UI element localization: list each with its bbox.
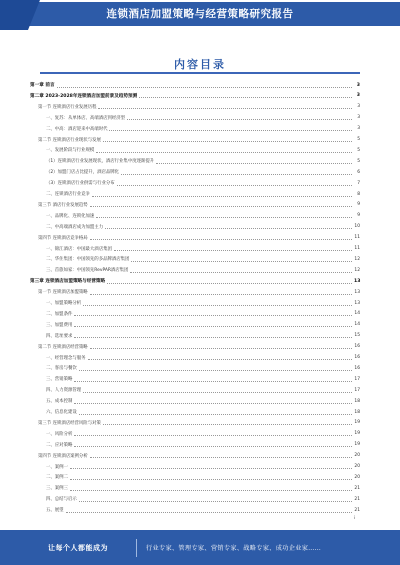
page-number-marker: i — [354, 515, 356, 520]
toc-entry[interactable] — [46, 363, 360, 373]
toc-entry[interactable] — [46, 113, 360, 123]
toc-entry-page: 16 — [354, 355, 360, 360]
toc-entry-page: 3 — [356, 82, 360, 88]
toc-entry-text: 一、发展阶段与行业规模 — [46, 148, 95, 154]
toc-leader-dots — [79, 366, 352, 371]
footer-divider — [136, 539, 137, 557]
toc-leader-dots — [117, 181, 352, 186]
toc-entry-text: 一、案例一 — [46, 464, 68, 470]
toc-leader-dots — [131, 257, 352, 262]
toc-leader-dots — [83, 388, 352, 393]
toc-leader-dots — [103, 420, 352, 425]
toc-entry[interactable] — [46, 320, 360, 330]
toc-entry-page: 5 — [357, 147, 360, 153]
toc-entry-text: 二、连锁酒店行业竞争 — [46, 192, 90, 197]
toc-entry-page: 19 — [354, 420, 360, 426]
toc-entry-text: 六、信息化建设 — [46, 410, 77, 415]
toc-entry-page: 21 — [354, 485, 360, 491]
toc-entry-text: 第三章 连锁酒店加盟策略与经营策略 — [30, 279, 106, 285]
toc-entry-page: 11 — [354, 246, 360, 251]
footer-slogan: 让每个人都能成为 — [48, 544, 108, 552]
toc-leader-dots — [90, 202, 352, 207]
toc-entry-page: 19 — [354, 431, 360, 437]
toc-entry-page: 21 — [354, 507, 360, 513]
toc-entry[interactable] — [46, 211, 360, 221]
toc-entry-text: 一、锦江酒店：中国最大酒店集团 — [46, 246, 112, 252]
toc-leader-dots — [74, 442, 352, 447]
toc-leader-dots — [90, 453, 352, 458]
toc-leader-dots — [74, 322, 352, 327]
toc-entry[interactable] — [46, 156, 360, 166]
toc-entry[interactable] — [38, 200, 360, 210]
toc-entry-page: 21 — [354, 496, 360, 502]
toc-entry-text: （2）加盟门店占比提升，酒店品牌化 — [46, 170, 120, 176]
toc-entry-text: 五、展望 — [46, 508, 64, 514]
toc-entry-text: 四、总结与启示 — [46, 497, 77, 503]
toc-entry-text: 第二节 连锁酒店行业现状与发展 — [38, 137, 101, 143]
toc-leader-dots — [83, 301, 352, 306]
toc-entry-text: 第二章 2023-2028年连锁酒店加盟前景及趋势预测 — [30, 93, 138, 99]
toc-leader-dots — [70, 475, 352, 480]
toc-leader-dots — [127, 115, 352, 120]
toc-entry-text: 二、华住集团：中国领先的多品牌酒店集团 — [46, 257, 130, 263]
toc-entry[interactable] — [46, 440, 360, 450]
toc-leader-dots — [156, 159, 352, 164]
toc-entry[interactable] — [46, 254, 360, 264]
toc-entry-text: 第三节 连锁酒店经营风险与对策 — [38, 420, 101, 426]
toc-entry-text: 二、中高：酒店迎来中高端时代 — [46, 126, 108, 132]
toc-entry-text: 二、客房与餐饮 — [46, 366, 77, 372]
toc-leader-dots — [139, 93, 352, 98]
toc-entry[interactable] — [38, 418, 360, 428]
toc-entry-text: 三、加盟费用 — [46, 322, 73, 328]
toc-entry[interactable] — [46, 462, 360, 472]
toc-entry-text: 二、中高端酒店成为加盟主力 — [46, 224, 104, 230]
toc-leader-dots — [74, 399, 352, 404]
toc-entry[interactable] — [46, 244, 360, 254]
toc-entry-text: 一、风险分析 — [46, 431, 73, 437]
toc-entry-text: 第一章 前言 — [30, 83, 55, 88]
toc-entry-text: 四、人力资源管理 — [46, 388, 82, 394]
report-footer — [0, 530, 400, 565]
toc-leader-dots — [74, 377, 352, 382]
toc-entry-text: 第一节 连锁酒店行业发展历程 — [38, 104, 97, 110]
toc-entry-page: 11 — [354, 235, 360, 241]
toc-leader-dots — [79, 497, 352, 502]
toc-entry-page: 16 — [354, 344, 360, 350]
toc-entry[interactable] — [30, 91, 360, 101]
toc-entry-text: 三、案例三 — [46, 486, 68, 492]
toc-entry-page: 13 — [354, 289, 360, 295]
toc-entry[interactable] — [46, 472, 360, 482]
toc-leader-dots — [105, 224, 352, 229]
toc-entry-page: 18 — [354, 398, 360, 404]
toc-entry-page: 14 — [354, 311, 360, 317]
toc-entry-page: 5 — [357, 158, 360, 164]
toc-entry-page: 15 — [354, 333, 360, 339]
toc-entry-text: 第三节 酒店行业发展趋势 — [38, 202, 88, 208]
toc-entry-page: 17 — [354, 387, 360, 393]
toc-entry-text: 二、应对策略 — [46, 442, 73, 448]
toc-leader-dots — [66, 508, 352, 513]
toc-entry-page: 10 — [354, 224, 360, 230]
toc-entry-text: 四、选址要求 — [46, 333, 73, 339]
toc-entry-text: （1）连锁酒店行业发展现状，酒店行业集中度逐渐提升 — [46, 159, 155, 165]
toc-entry-page: 9 — [357, 202, 360, 208]
toc-entry-page: 16 — [354, 365, 360, 371]
toc-entry-page: 3 — [357, 126, 360, 132]
report-title: 连锁酒店加盟策略与经营策略研究报告 — [106, 8, 294, 20]
toc-entry-page: 18 — [354, 409, 360, 415]
toc-leader-dots — [96, 148, 352, 153]
toc-entry[interactable] — [30, 80, 360, 90]
toc-leader-dots — [88, 355, 352, 360]
toc-entry-text: 二、加盟条件 — [46, 311, 73, 317]
toc-entry[interactable] — [38, 451, 360, 461]
toc-entry-page: 3 — [357, 104, 360, 110]
toc-entry[interactable] — [46, 167, 360, 177]
toc-entry-page: 5 — [357, 137, 360, 142]
toc-entry[interactable] — [30, 276, 360, 286]
toc-leader-dots — [70, 464, 352, 469]
toc-leader-dots — [74, 333, 352, 338]
toc-entry[interactable] — [38, 342, 360, 352]
toc-entry[interactable] — [46, 396, 360, 406]
toc-leader-dots — [109, 126, 352, 131]
toc-leader-dots — [90, 344, 352, 349]
toc-entry-page: 14 — [354, 322, 360, 328]
toc-entry-text: （3）连锁酒店行业供需与行业分布 — [46, 181, 115, 187]
toc-entry-page: 19 — [354, 442, 360, 448]
toc-entry[interactable] — [38, 233, 360, 243]
toc-entry[interactable] — [46, 385, 360, 395]
toc-entry-page: 9 — [357, 213, 360, 219]
toc-entry-text: 第二节 连锁酒店经营策略 — [38, 344, 88, 350]
toc-entry-text: 一、复苏：从单体店、高端酒店到经济型 — [46, 115, 126, 121]
toc-leader-dots — [114, 246, 352, 251]
toc-entry-text: 一、经营理念与服务 — [46, 355, 86, 361]
toc-entry[interactable] — [46, 494, 360, 504]
toc-leader-dots — [74, 431, 352, 436]
toc-entry[interactable] — [46, 374, 360, 384]
toc-leader-dots — [74, 311, 352, 316]
toc-leader-dots — [92, 192, 352, 197]
toc-entry-page: 20 — [354, 464, 360, 469]
toc-entry-page: 8 — [357, 191, 360, 197]
toc-leader-dots — [70, 486, 352, 491]
toc-divider — [40, 72, 360, 74]
toc-entry[interactable] — [46, 222, 360, 232]
toc-entry-text: 一、加盟策略分析 — [46, 301, 82, 306]
toc-entry[interactable] — [46, 483, 360, 493]
toc-entry[interactable] — [46, 298, 360, 308]
toc-entry[interactable] — [46, 124, 360, 134]
toc-leader-dots — [90, 235, 352, 240]
toc-leader-dots — [96, 213, 352, 218]
toc-entry[interactable] — [38, 102, 360, 112]
toc-entry[interactable] — [38, 287, 360, 297]
toc-entry-text: 五、成本控制 — [46, 399, 73, 405]
footer-tagline: 行业专家、管理专家、营销专家、战略专家、成功企业家…… — [146, 545, 322, 552]
toc-entry-page: 13 — [354, 300, 360, 306]
toc-entry[interactable] — [46, 309, 360, 319]
toc-entry-page: 17 — [354, 376, 360, 382]
toc-leader-dots — [121, 170, 352, 175]
toc-entry-page: 3 — [356, 93, 360, 99]
toc-leader-dots — [90, 290, 352, 295]
toc-entry[interactable] — [46, 407, 360, 417]
toc-entry-page: 20 — [354, 453, 360, 459]
toc-leader-dots — [79, 410, 352, 415]
toc-leader-dots — [98, 104, 352, 109]
toc-entry-page: 3 — [357, 115, 360, 121]
toc-entry-page: 20 — [354, 474, 360, 480]
toc-leader-dots — [103, 137, 352, 142]
toc-entry[interactable] — [46, 145, 360, 155]
toc-entry-text: 一、品牌化、连锁化加速 — [46, 213, 95, 219]
toc-entry[interactable] — [46, 331, 360, 341]
toc-entry[interactable] — [46, 265, 360, 275]
toc-entry[interactable] — [46, 505, 360, 515]
toc-entry-text: 第一节 连锁酒店加盟策略 — [38, 290, 88, 296]
toc-entry-page: 12 — [354, 256, 360, 262]
toc-entry[interactable] — [38, 135, 360, 145]
toc-leader-dots — [130, 268, 352, 273]
toc-leader-dots — [107, 279, 352, 284]
toc-entry-page: 7 — [357, 180, 360, 186]
toc-title: 内容目录 — [174, 58, 226, 71]
toc-entry-text: 第四节 连锁酒店竞争格局 — [38, 235, 88, 241]
toc-entry[interactable] — [46, 178, 360, 188]
toc-entry-page: 6 — [357, 169, 360, 175]
toc-leader-dots — [57, 83, 352, 88]
toc-entry[interactable] — [46, 429, 360, 439]
toc-entry-text: 二、案例二 — [46, 475, 68, 481]
toc-entry-page: 13 — [354, 278, 361, 284]
toc-entry-text: 三、首旅如家：中国领先RevPAR酒店集团 — [46, 268, 129, 274]
toc-entry[interactable] — [46, 353, 360, 363]
toc-entry[interactable] — [46, 189, 360, 199]
toc-entry-page: 12 — [354, 267, 360, 273]
report-header — [0, 0, 400, 30]
toc-entry-text: 第四节 连锁酒店案例分析 — [38, 453, 88, 459]
toc-entry-text: 三、营销策略 — [46, 377, 73, 383]
